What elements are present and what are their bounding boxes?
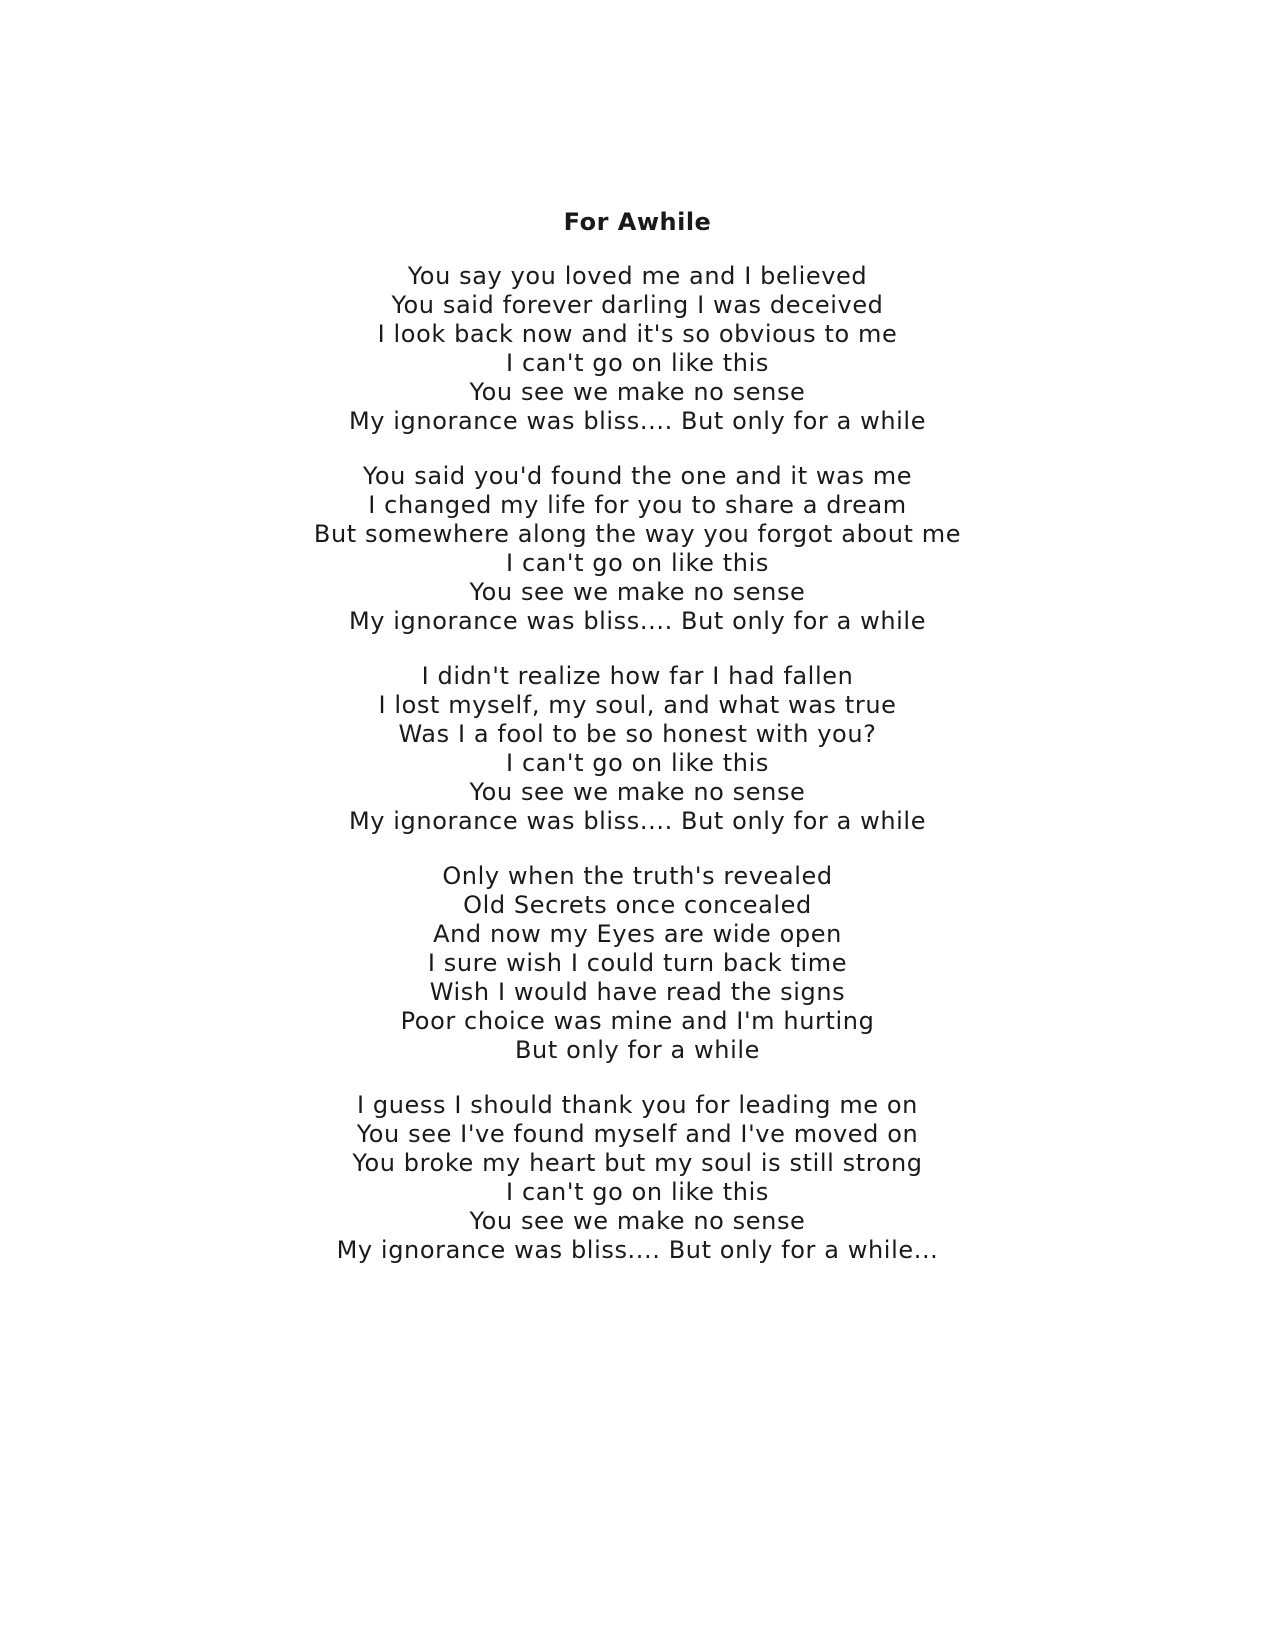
poem bbox=[0, 208, 1275, 1291]
poem-line: I can't go on like this bbox=[506, 749, 769, 777]
poem-line: You see we make no sense bbox=[469, 1207, 806, 1235]
poem-line: You see I've found myself and I've moved on bbox=[356, 1120, 919, 1148]
poem-line: My ignorance was bliss.... But only for a while bbox=[348, 807, 927, 835]
poem-line: My ignorance was bliss.... But only for a while bbox=[348, 407, 927, 435]
poem-line: Was I a fool to be so honest with you? bbox=[398, 720, 877, 748]
poem-line: You see we make no sense bbox=[469, 778, 806, 806]
poem-line: You broke my heart but my soul is still strong bbox=[352, 1149, 923, 1177]
poem-line: I can't go on like this bbox=[506, 349, 769, 377]
poem-line: Poor choice was mine and I'm hurting bbox=[400, 1007, 875, 1035]
poem-line: But only for a while bbox=[514, 1036, 760, 1064]
poem-line: Only when the truth's revealed bbox=[442, 862, 833, 890]
poem-line: You said you'd found the one and it was me bbox=[362, 462, 913, 490]
poem-line: I didn't realize how far I had fallen bbox=[421, 662, 854, 690]
stanza-3 bbox=[0, 662, 1275, 836]
stanza-2 bbox=[0, 462, 1275, 636]
poem-title: For Awhile bbox=[563, 208, 712, 236]
poem-line: You see we make no sense bbox=[469, 578, 806, 606]
poem-line: But somewhere along the way you forgot about me bbox=[313, 520, 962, 548]
poem-line: I lost myself, my soul, and what was true bbox=[378, 691, 897, 719]
poem-line: I can't go on like this bbox=[506, 1178, 769, 1206]
poem-line: My ignorance was bliss.... But only for a while... bbox=[336, 1236, 939, 1264]
poem-line: You said forever darling I was deceived bbox=[391, 291, 884, 319]
stanza-5 bbox=[0, 1091, 1275, 1265]
poem-line: I guess I should thank you for leading me on bbox=[356, 1091, 918, 1119]
poem-line: Old Secrets once concealed bbox=[463, 891, 812, 919]
poem-line: And now my Eyes are wide open bbox=[433, 920, 842, 948]
poem-line: I sure wish I could turn back time bbox=[427, 949, 848, 977]
stanza-4 bbox=[0, 862, 1275, 1065]
poem-line: My ignorance was bliss.... But only for a while bbox=[348, 607, 927, 635]
poem-line: Wish I would have read the signs bbox=[429, 978, 846, 1006]
poem-line: You see we make no sense bbox=[469, 378, 806, 406]
stanza-1 bbox=[0, 262, 1275, 436]
poem-line: I look back now and it's so obvious to me bbox=[377, 320, 898, 348]
poem-line: I changed my life for you to share a dream bbox=[368, 491, 907, 519]
poem-line: You say you loved me and I believed bbox=[407, 262, 868, 290]
poem-line: I can't go on like this bbox=[506, 549, 769, 577]
